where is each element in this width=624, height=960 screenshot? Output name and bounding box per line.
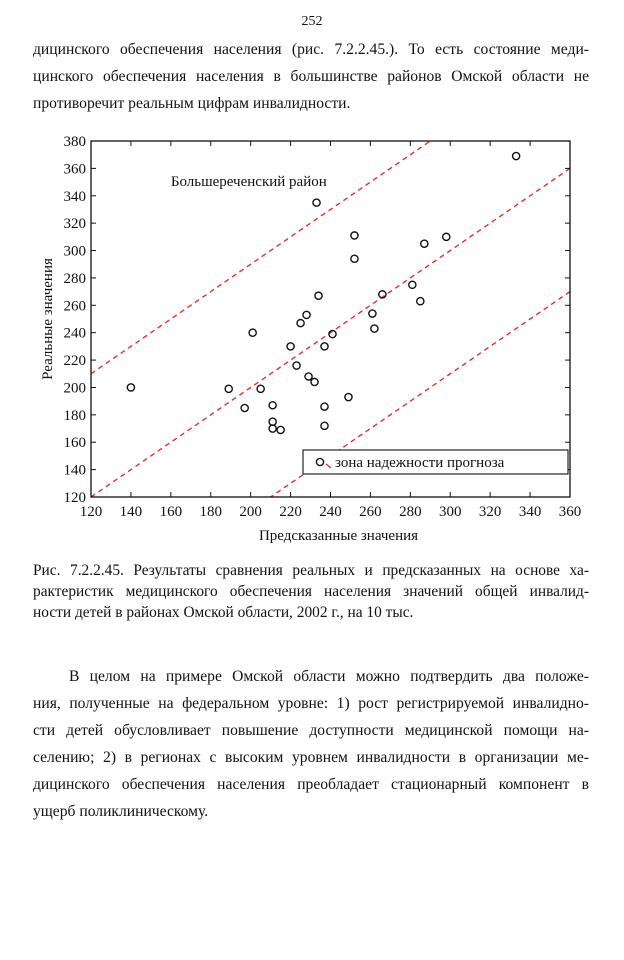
data-point <box>371 325 378 332</box>
data-point <box>421 240 428 247</box>
legend-label: зона надежности прогноза <box>335 455 505 471</box>
data-point <box>257 385 264 392</box>
y-tick-label: 160 <box>63 435 86 452</box>
y-tick-label: 140 <box>63 462 86 479</box>
data-point <box>241 404 248 411</box>
text-line: селению; 2) в регионах с высоким уровнем инвалидности в организации ме- <box>33 749 589 766</box>
data-point <box>321 343 328 350</box>
caption-line: ности детей в районах Омской области, 2002 г., на 10 тыс. <box>33 604 414 621</box>
data-point <box>305 373 312 380</box>
x-tick-label: 220 <box>279 504 302 520</box>
text-line: дицинского обеспечения населения (рис. 7.2.2.45.). То есть состояние меди- <box>33 41 589 58</box>
data-point <box>443 233 450 240</box>
x-tick-label: 160 <box>159 504 183 520</box>
data-point <box>315 292 322 299</box>
y-tick-label: 200 <box>63 380 86 397</box>
paragraph-bottom <box>33 663 589 825</box>
data-point <box>269 418 276 425</box>
caption-line: Рис. 7.2.2.45. Результаты сравнения реальных и предсказанных на основе ха- <box>33 562 589 579</box>
x-tick-label: 260 <box>359 504 382 520</box>
text-line: В целом на примере Омской области можно подтвердить два положе- <box>69 668 589 685</box>
y-tick-label: 300 <box>63 243 86 260</box>
text-line: ния, полученные на федеральном уровне: 1) рост регистрируемой инвалидно- <box>33 695 589 712</box>
annotation-label: Большереченский район <box>170 174 327 191</box>
text-line: ущерб поликлиническому. <box>33 803 209 820</box>
x-tick-label: 320 <box>478 504 502 520</box>
data-point <box>513 152 520 159</box>
y-tick-label: 280 <box>63 270 86 287</box>
data-point <box>249 329 256 336</box>
x-tick-label: 340 <box>518 504 542 520</box>
data-point <box>225 385 232 392</box>
data-point <box>417 298 424 305</box>
y-tick-label: 180 <box>63 407 86 424</box>
data-point <box>269 425 276 432</box>
data-point <box>321 422 328 429</box>
y-tick-label: 340 <box>63 188 86 205</box>
y-tick-label: 260 <box>63 298 86 315</box>
data-point <box>351 255 358 262</box>
text-line: противоречит реальным цифрам инвалидности. <box>33 95 351 112</box>
x-tick-label: 200 <box>239 504 262 520</box>
y-tick-label: 120 <box>63 490 86 506</box>
x-tick-label: 140 <box>119 504 143 520</box>
data-point <box>269 402 276 409</box>
x-tick-label: 360 <box>558 504 582 520</box>
x-axis-label: Предсказанные значения <box>258 528 419 544</box>
data-point <box>351 232 358 239</box>
figure-caption <box>33 560 589 623</box>
data-point <box>127 384 134 391</box>
data-point <box>287 343 294 350</box>
y-tick-label: 320 <box>63 216 86 233</box>
text-line: сти детей обусловливает повышение доступности медицинской помощи на- <box>33 722 589 739</box>
y-tick-label: 220 <box>63 353 86 370</box>
reference-line-2 <box>91 168 570 497</box>
data-point <box>297 320 304 327</box>
plot-frame <box>91 141 570 497</box>
y-tick-label: 240 <box>63 325 86 342</box>
data-point <box>369 310 376 317</box>
text-line: дицинского обеспечения населения преобладает стационарный компонент в <box>33 776 589 793</box>
data-point <box>345 393 352 400</box>
x-tick-label: 120 <box>79 504 103 520</box>
caption-line: рактеристик медицинского обеспечения населения значений общей инвалид- <box>33 583 589 600</box>
data-point <box>321 403 328 410</box>
data-point <box>293 362 300 369</box>
y-tick-label: 360 <box>63 161 86 178</box>
data-point <box>303 311 310 318</box>
y-tick-label: 380 <box>63 134 86 150</box>
x-tick-label: 180 <box>199 504 222 520</box>
x-tick-label: 240 <box>319 504 342 520</box>
page-number: 252 <box>301 14 323 29</box>
x-tick-label: 300 <box>439 504 462 520</box>
data-point <box>311 378 318 385</box>
x-tick-label: 280 <box>399 504 422 520</box>
y-axis-label: Реальные значения <box>40 258 56 380</box>
data-point <box>277 426 284 433</box>
text-line: цинского обеспечения населения в большинстве районов Омской области не <box>33 68 589 85</box>
data-point <box>409 281 416 288</box>
data-point <box>313 199 320 206</box>
reference-line-1 <box>91 45 570 374</box>
